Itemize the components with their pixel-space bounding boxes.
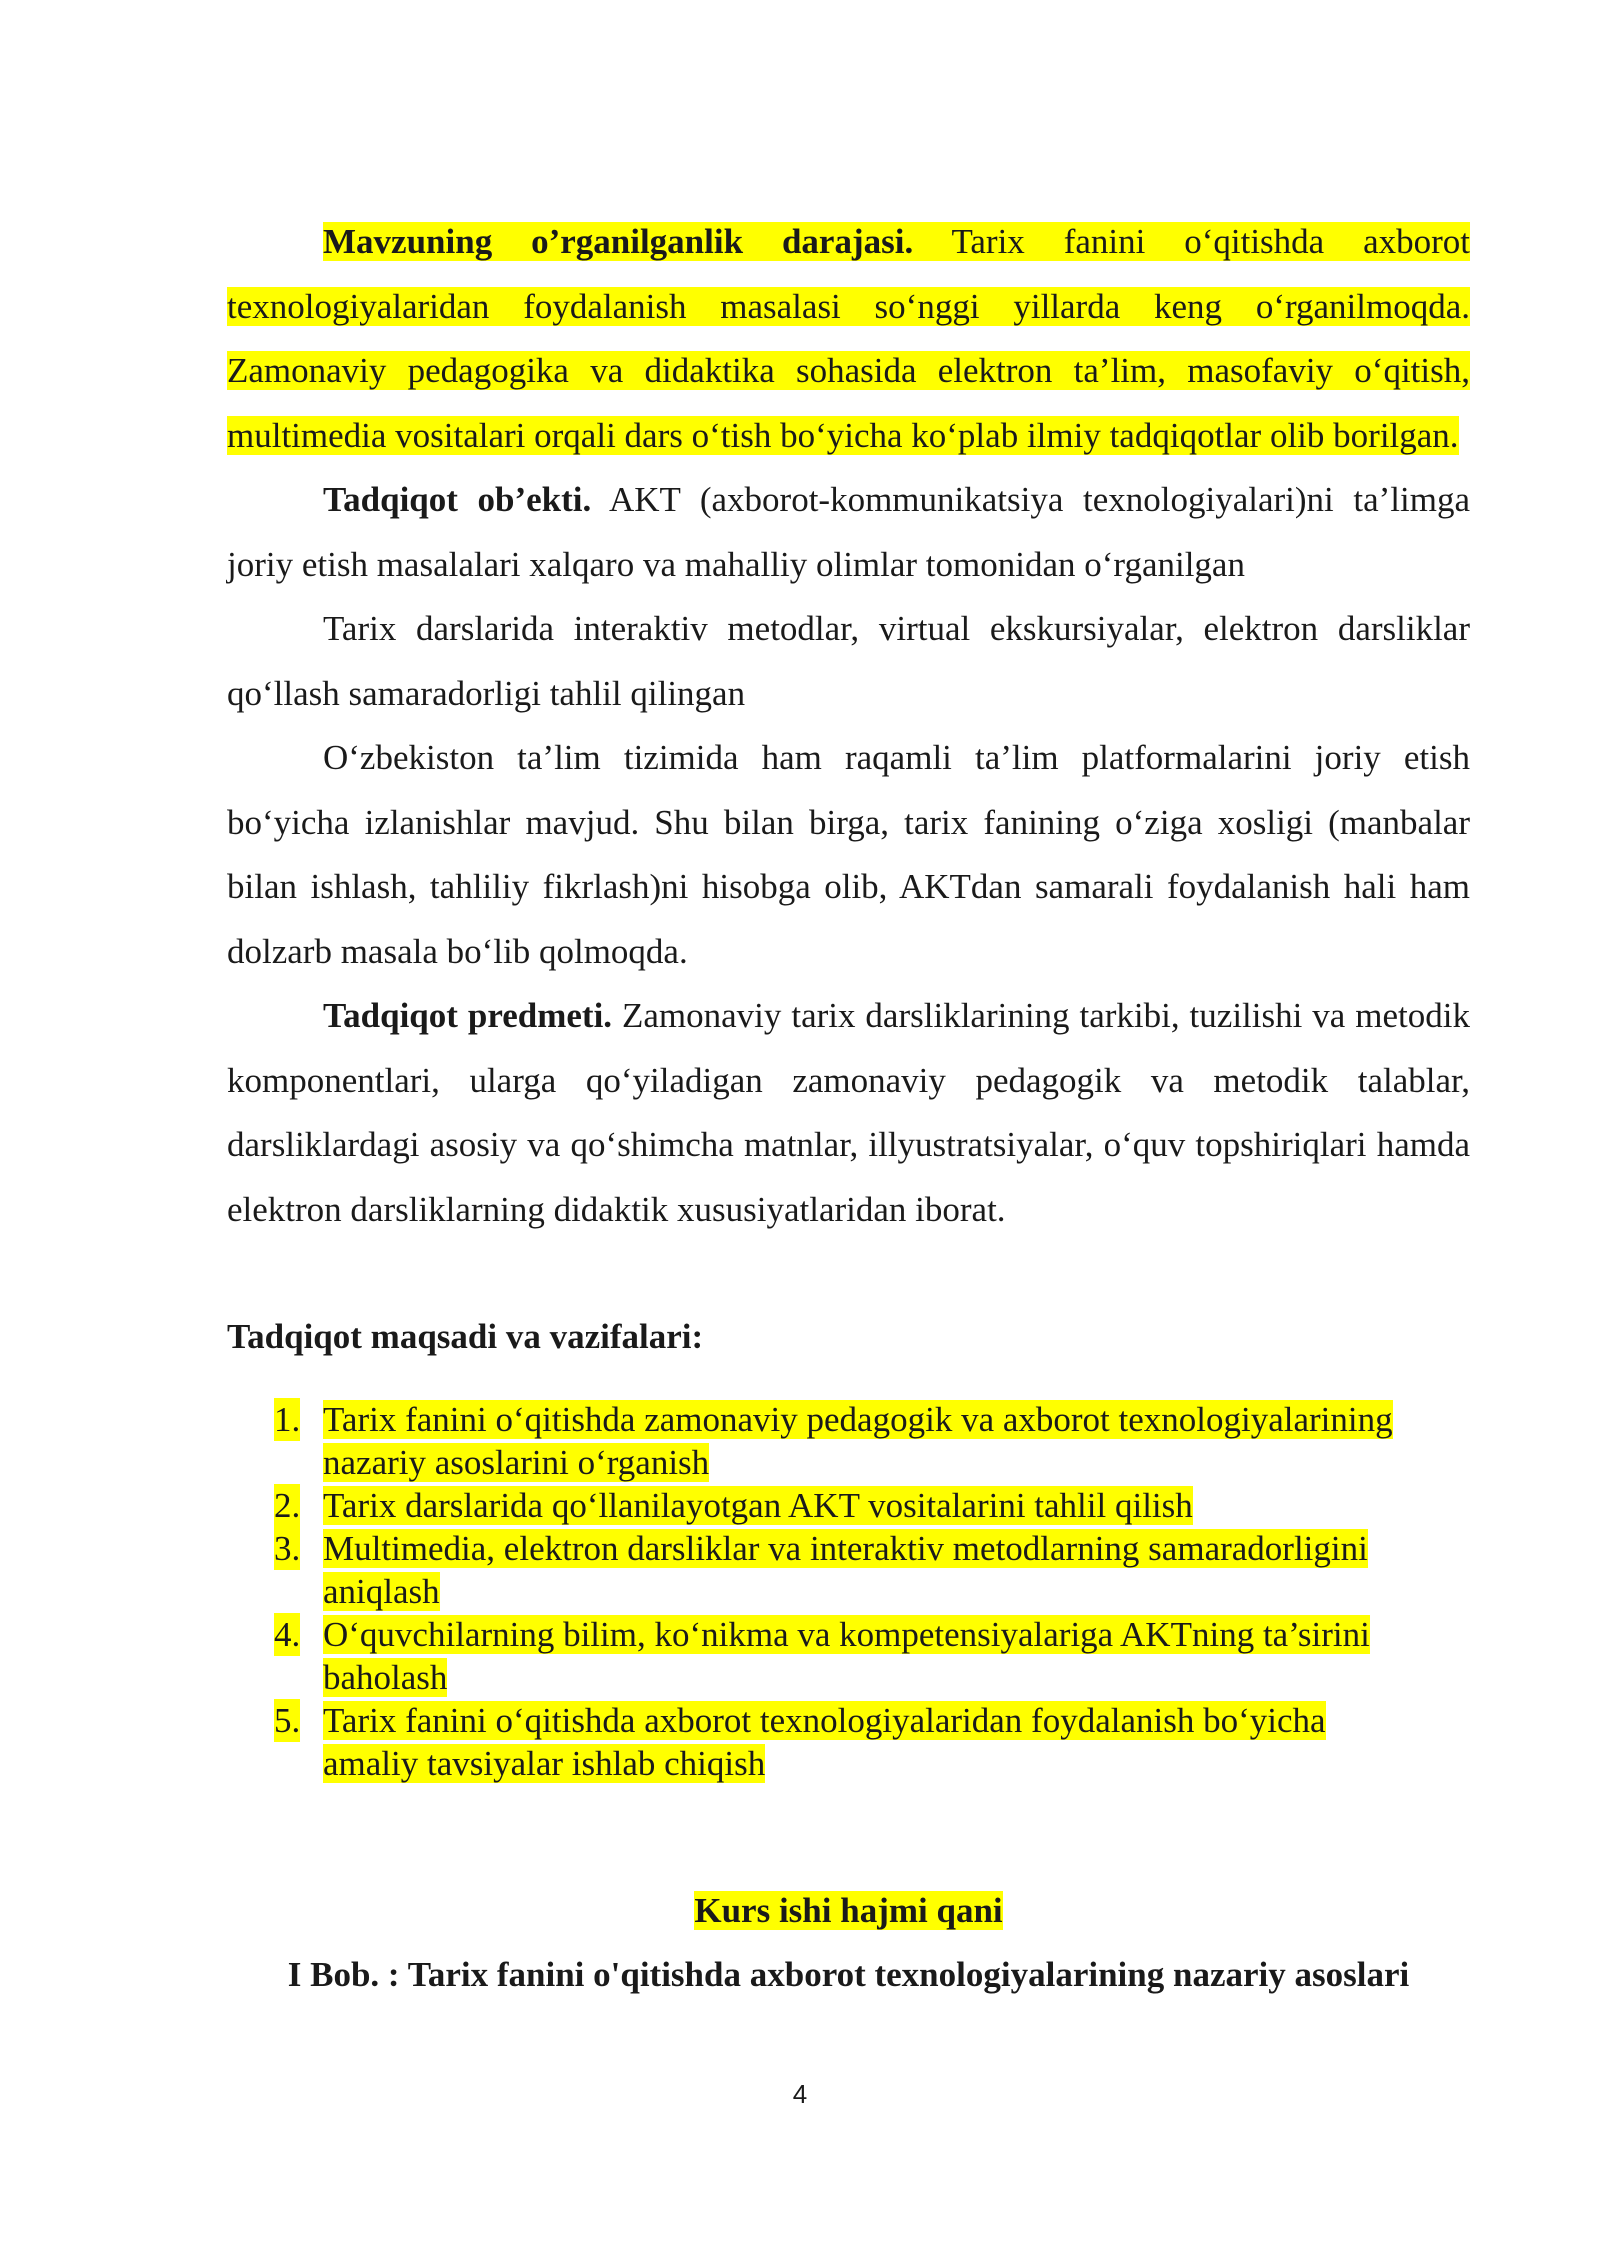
page-content (227, 210, 1470, 2007)
section-heading: Tadqiqot maqsadi va vazifalari: (227, 1317, 704, 1356)
list-item (274, 1699, 1470, 1785)
highlight (227, 222, 1470, 455)
paragraph-research-subject (227, 984, 1470, 1242)
list-number: 5. (274, 1701, 301, 1740)
paragraph-interactive-methods (227, 597, 1470, 726)
list-text-continued: nazariy asoslarini o‘rganish (323, 1443, 710, 1482)
kurs-note-text: Kurs ishi hajmi qani (694, 1891, 1003, 1930)
list-text-continued: amaliy tavsiyalar ishlab chiqish (323, 1744, 766, 1783)
kurs-note (227, 1879, 1470, 1943)
paragraph-research-object (227, 468, 1470, 597)
paragraph-text: Tarix darslarida interaktiv metodlar, virtual ekskursiyalar, elektron darsliklar qo‘llash samaradorligi tahlil qilingan (227, 609, 1470, 713)
paragraph-lead: Tadqiqot predmeti. (323, 996, 613, 1035)
list-item (274, 1527, 1470, 1613)
task-list (227, 1398, 1470, 1785)
list-text: O‘quvchilarning bilim, ko‘nikma va kompetensiyalariga AKTning ta’sirini (323, 1615, 1370, 1654)
list-text: Tarix fanini o‘qitishda zamonaviy pedagogik va axborot texnologiyalarining (323, 1400, 1393, 1439)
paragraph-text: AKT (axborot-kommunikatsiya texnologiyalari)ni ta’limga joriy etish masalalari xalqaro va mahalliy olimlar tomonidan o‘rganilgan (227, 480, 1470, 584)
chapter-title: I Bob. : Tarix fanini o'qitishda axborot texnologiyalarining nazariy asoslari (287, 1955, 1410, 1994)
paragraph-lead: Tadqiqot ob’ekti. (323, 480, 592, 519)
paragraph-text: Tarix fanini o‘qitishda axborot texnologiyalaridan foydalanish masalasi so‘nggi yillarda keng o‘rganilmoqda. Zamonaviy pedagogika va didaktika sohasida elektron ta’lim, masofaviy o‘qitish, multimedia vositalari orqali dars o‘tish bo‘yicha ko‘plab ilmiy tadqiqotlar olib borilgan. (227, 222, 1470, 455)
paragraph-uzbekistan (227, 726, 1470, 984)
list-text: Tarix darslarida qo‘llanilayotgan AKT vositalarini tahlil qilish (323, 1486, 1193, 1525)
list-text-continued: aniqlash (323, 1572, 440, 1611)
list-text: Multimedia, elektron darsliklar va interaktiv metodlarning samaradorligini (323, 1529, 1368, 1568)
list-number: 1. (274, 1400, 301, 1439)
list-number: 2. (274, 1486, 301, 1525)
list-text-continued: baholash (323, 1658, 448, 1697)
paragraph-research-level (227, 210, 1470, 468)
list-number: 4. (274, 1615, 301, 1654)
list-item (274, 1613, 1470, 1699)
page-number: 4 (792, 2079, 808, 2109)
list-number: 3. (274, 1529, 301, 1568)
paragraph-lead: Mavzuning o’rganilganlik darajasi. (323, 222, 914, 261)
list-text: Tarix fanini o‘qitishda axborot texnologiyalaridan foydalanish bo‘yicha (323, 1701, 1326, 1740)
paragraph-text: Zamonaviy tarix darsliklarining tarkibi, tuzilishi va metodik komponentlari, ularga qo‘yiladigan zamonaviy pedagogik va metodik talablar, darsliklardagi asosiy va qo‘shimcha matnlar, illyustratsiyalar, o‘quv topshiriqlari hamda elektron darsliklarning didaktik xususiyatlaridan iborat. (227, 996, 1470, 1229)
list-item (274, 1484, 1470, 1527)
paragraph-text: O‘zbekiston ta’lim tizimida ham raqamli ta’lim platformalarini joriy etish bo‘yicha izlanishlar mavjud. Shu bilan birga, tarix fanining o‘ziga xosligi (manbalar bilan ishlash, tahliliy fikrlash)ni hisobga olib, AKTdan samarali foydalanish hali ham dolzarb masala bo‘lib qolmoqda. (227, 738, 1470, 971)
list-item (274, 1398, 1470, 1484)
